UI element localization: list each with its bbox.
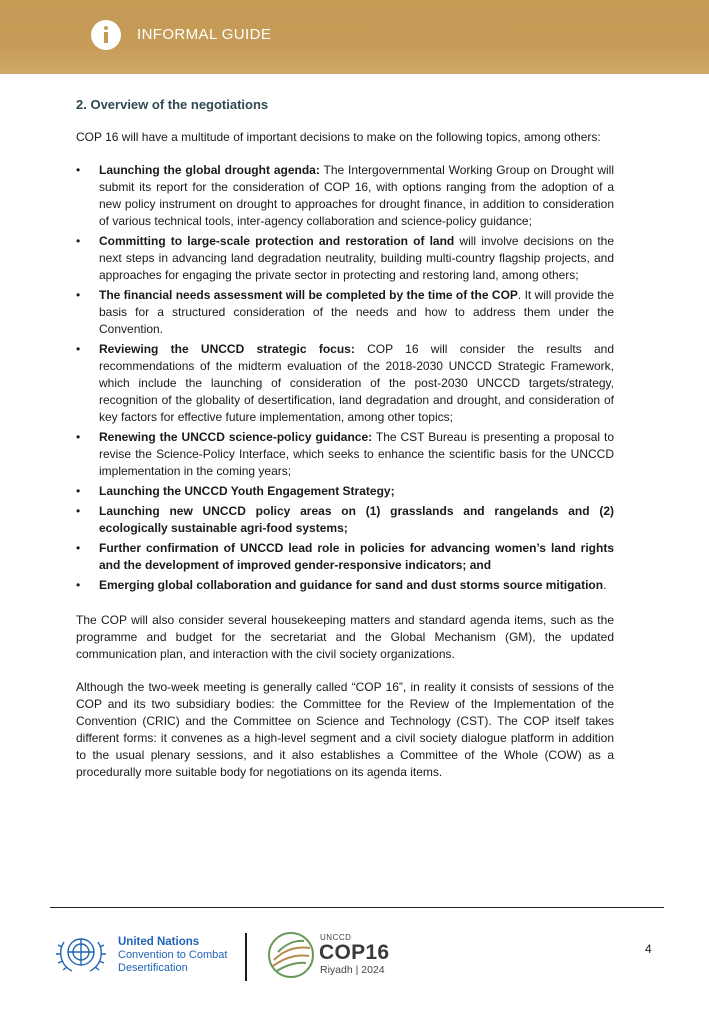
cop-location: Riyadh | 2024 <box>320 964 385 976</box>
housekeeping-paragraph: The COP will also consider several housekeeping matters and standard agenda items, such as the programme and budget for the secretariat and the Global Mechanism (GM), the updated communication plan, and interaction with the civil society organizations. <box>76 613 614 661</box>
footer-divider <box>50 907 664 908</box>
cop-org-label: UNCCD <box>320 933 352 942</box>
page-header <box>0 0 709 74</box>
page-number: 4 <box>645 942 652 956</box>
list-item: • The financial needs assessment will be completed by the time of the COP. It will provide the basis for a structured consideration of the needs and how to address them under the Convention. <box>76 287 614 338</box>
list-item: • Renewing the UNCCD science-policy guidance: The CST Bureau is presenting a proposal to revise the Science-Policy Interface, which seeks to enhance the scientific basis for the UNCCD implementation in the coming years; <box>76 429 614 480</box>
unccd-wordmark <box>118 936 227 975</box>
list-item: • Committing to large-scale protection and restoration of land will involve decisions on the next steps in advancing land degradation neutrality, building multi-country flagship projects, and approaches for engaging the private sector in protecting and restoring land, among others; <box>76 233 614 284</box>
un-line-1: United Nations <box>118 936 200 948</box>
un-line-2: Convention to Combat <box>118 949 228 961</box>
un-line-3: Desertification <box>118 962 188 974</box>
cop-title: COP16 <box>319 941 390 964</box>
un-emblem-icon <box>52 929 110 979</box>
info-icon <box>91 20 121 50</box>
list-item: • Emerging global collaboration and guidance for sand and dust storms source mitigation. <box>76 577 614 594</box>
main-content <box>76 96 614 797</box>
sessions-paragraph: Although the two-week meeting is generally called “COP 16”, in reality it consists of sessions of the COP and its two subsidiary bodies: the Committee for the Review of the Implementation of the Convention (CRIC) and the Committee on Science and Technology (CST). The COP itself takes different forms: it convenes as a high-level segment and a civil society dialogue platform in addition to the usual plenary sessions, and it also establishes a Committee of the Whole (COW) as a procedurally more suitable body for negotiations on its agenda items. <box>76 680 614 779</box>
intro-paragraph: COP 16 will have a multitude of important decisions to make on the following topics, among others: <box>76 130 601 144</box>
section-title: 2. Overview of the negotiations <box>76 97 269 112</box>
topics-list <box>76 162 614 594</box>
list-item: • Launching the UNCCD Youth Engagement Strategy; <box>76 483 614 500</box>
logo-divider <box>245 933 247 981</box>
list-item: • Further confirmation of UNCCD lead role in policies for advancing women’s land rights and the development of improved gender-responsive indicators; and <box>76 540 614 574</box>
header-label: INFORMAL GUIDE <box>137 26 272 43</box>
list-item: • Launching the global drought agenda: The Intergovernmental Working Group on Drought will submit its report for the consideration of COP 16, with options ranging from the adoption of a new policy instrument on drought to approaches for drought finance, in addition to consideration of various technical tools, inter-agency collaboration and science-policy guidance; <box>76 162 614 230</box>
list-item: • Reviewing the UNCCD strategic focus: COP 16 will consider the results and recommendations of the midterm evaluation of the 2018-2030 UNCCD Strategic Framework, which include the launching of consideration of the post-2030 UNCCD targets/strategy, recognition of the globality of desertification, land degradation and drought, and consideration of key factors for effective future implementation, among other topics; <box>76 341 614 426</box>
list-item: • Launching new UNCCD policy areas on (1) grasslands and rangelands and (2) ecologically sustainable agri-food systems; <box>76 503 614 537</box>
cop16-emblem-icon <box>266 930 316 980</box>
